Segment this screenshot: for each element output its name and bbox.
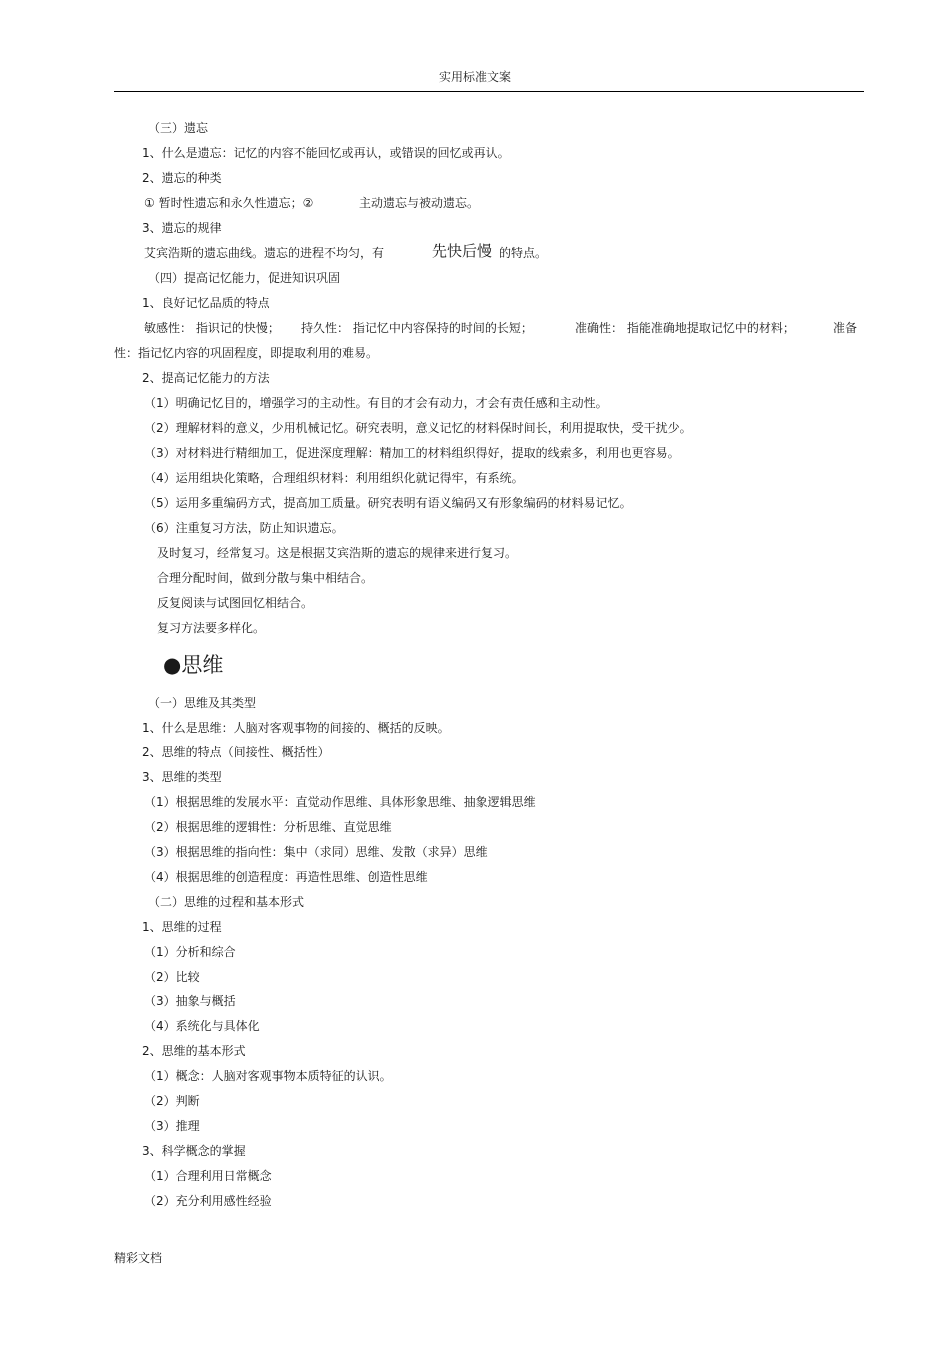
process-4: （4）系统化与具体化 [144, 1019, 260, 1033]
thinking-forms-heading: 2、思维的基本形式 [142, 1044, 246, 1058]
concept-2: （2）充分利用感性经验 [144, 1194, 272, 1208]
forgetting-types-b: 主动遗忘与被动遗忘。 [359, 196, 480, 210]
forgetting-rules-heading: 3、遗忘的规律 [142, 221, 222, 235]
forgetting-definition: 1、什么是遗忘：记忆的内容不能回忆或再认，或错误的回忆或再认。 [142, 146, 510, 160]
improve-methods-heading: 2、提高记忆能力的方法 [142, 371, 270, 385]
ebbinghaus-text-b: 先快后慢 [432, 242, 493, 260]
header-rule [114, 91, 864, 92]
quality-accuracy: 准确性： 指能准确地提取记忆中的材料； [575, 321, 795, 335]
subheading-thinking-types: （一）思维及其类型 [148, 696, 257, 710]
method-4: （4）运用组块化策略，合理组织材料：利用组织化就记得牢，有系统。 [144, 471, 524, 485]
quality-persistence: 持久性： 指记忆中内容保持的时间的长短； [301, 321, 533, 335]
review-tip-3: 反复阅读与试图回忆相结合。 [157, 596, 314, 610]
thinking-type-1: （1）根据思维的发展水平：直觉动作思维、具体形象思维、抽象逻辑思维 [144, 795, 536, 809]
thinking-features: 2、思维的特点（间接性、概括性） [142, 745, 330, 759]
subheading-thinking-process: （二）思维的过程和基本形式 [148, 895, 305, 909]
form-1: （1）概念：人脑对客观事物本质特征的认识。 [144, 1069, 392, 1083]
thinking-type-4: （4）根据思维的创造程度：再造性思维、创造性思维 [144, 870, 428, 884]
form-2: （2）判断 [144, 1094, 200, 1108]
method-1: （1）明确记忆目的，增强学习的主动性。有目的才会有动力，才会有责任感和主动性。 [144, 396, 608, 410]
thinking-types-heading: 3、思维的类型 [142, 770, 222, 784]
subheading-forgetting: （三）遗忘 [148, 121, 209, 135]
review-tip-4: 复习方法要多样化。 [157, 621, 266, 635]
forgetting-types-a: ① 暂时性遗忘和永久性遗忘；② [144, 196, 314, 210]
subheading-improve-memory: （四）提高记忆能力，促进知识巩固 [148, 271, 341, 285]
page-header: 实用标准文案 [438, 70, 511, 84]
memory-quality-heading: 1、良好记忆品质的特点 [142, 296, 270, 310]
form-3: （3）推理 [144, 1119, 200, 1133]
method-3: （3）对材料进行精细加工，促进深度理解：精加工的材料组织得好，提取的线索多，利用也更容易。 [144, 446, 680, 460]
method-2: （2）理解材料的意义，少用机械记忆。研究表明，意义记忆的材料保时间长，利用提取快，受干扰少。 [144, 421, 692, 435]
method-5: （5）运用多重编码方式，提高加工质量。研究表明有语义编码又有形象编码的材料易记忆。 [144, 496, 632, 510]
thinking-process-heading: 1、思维的过程 [142, 920, 222, 934]
concept-mastery-heading: 3、科学概念的掌握 [142, 1144, 246, 1158]
forgetting-types-heading: 2、遗忘的种类 [142, 171, 222, 185]
concept-1: （1）合理利用日常概念 [144, 1169, 272, 1183]
process-2: （2）比较 [144, 970, 200, 984]
review-tip-2: 合理分配时间，做到分散与集中相结合。 [157, 571, 374, 585]
ebbinghaus-text-a: 艾宾浩斯的遗忘曲线。遗忘的进程不均匀，有 [144, 246, 385, 260]
section-title-thinking: ●思维 [163, 653, 224, 677]
ebbinghaus-text-c: 的特点。 [499, 246, 548, 260]
thinking-type-2: （2）根据思维的逻辑性：分析思维、直觉思维 [144, 820, 392, 834]
thinking-type-3: （3）根据思维的指向性：集中（求同）思维、发散（求异）思维 [144, 845, 488, 859]
quality-sensitivity: 敏感性： 指识记的快慢； [144, 321, 280, 335]
review-tip-1: 及时复习，经常复习。这是根据艾宾浩斯的遗忘的规律来进行复习。 [157, 546, 518, 560]
thinking-definition: 1、什么是思维：人脑对客观事物的间接的、概括的反映。 [142, 721, 450, 735]
process-1: （1）分析和综合 [144, 945, 236, 959]
page-footer: 精彩文档 [114, 1251, 163, 1265]
process-3: （3）抽象与概括 [144, 994, 236, 1008]
quality-readiness-start: 准备 [833, 321, 858, 335]
quality-readiness-end: 性：指记忆内容的巩固程度，即提取利用的难易。 [114, 346, 379, 360]
method-6: （6）注重复习方法，防止知识遗忘。 [144, 521, 344, 535]
